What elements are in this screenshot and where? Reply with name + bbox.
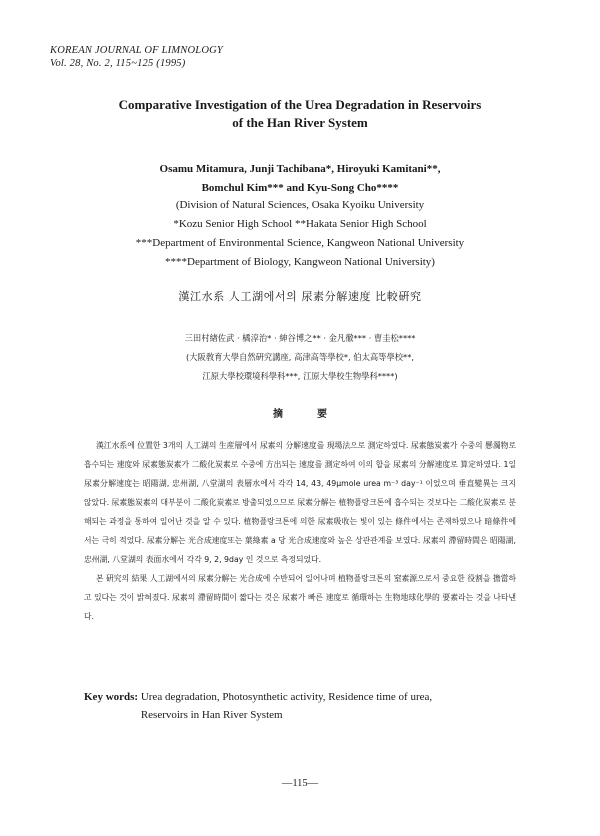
affiliation-list [40, 196, 560, 272]
author-line-2: Bomchul Kim*** and Kyu-Song Cho**** [201, 182, 399, 194]
keywords-line-2: Reservoirs in Han River System [140, 709, 283, 721]
paper-title-line-1: Comparative Investigation of the Urea Degradation in Reservoirs [118, 97, 482, 112]
abstract-paragraph-1: 漢江水系에 位置한 3개의 人工湖의 生産層에서 尿素의 分解速度를 現場法으로 測定하였다. 尿素態炭素가 수중의 懸濁物로 흡수되는 速度와 尿素態炭素가 二酸化炭素로 수중에 方出되는 速度를 測定하여 이의 합을 尿素의 分解速度로 算定하였다. 1일 尿素分解速度는 昭陽湖, 忠州湖, 八堂湖의 表層水에서 각각 14, 43, 49μmole urea m⁻³ day⁻¹ 이었으며 垂直變異는 크지 않았다. 尿素態炭素의 대부분이 二酸化炭素로 방출되었으므로 尿素分解는 植物플랑크톤에 흡수되는 것보다는 二酸化炭素로 분해되는 과정을 통하여 일어난 것을 알 수 있다. 植物플랑크톤에 의한 尿素吸收는 빛이 있는 條件에서는 존재하였으나 暗條件에서는 극히 적었다. 尿素分解는 光合成速度또는 葉綠素 a 당 光合成速度와 높은 상관관계를 보였다. 尿素의 滯留時間은 昭陽湖, 忠州湖, 八堂湖의 表面水에서 각각 9, 2, 9day 인 것으로 측정되었다. [84, 441, 517, 564]
korean-author-line-2: (大阪敎育大學自然硏究講座, 高津高等學校*, 伯太高等學校**, [186, 352, 414, 362]
journal-name: KOREAN JOURNAL OF LIMNOLOGY [50, 45, 223, 56]
korean-author-line-3: 江原大學校環境科學科***, 江原大學校生物學科****) [202, 371, 398, 381]
author-list [60, 160, 540, 198]
affiliation-line: (Division of Natural Sciences, Osaka Kyoiku University [175, 199, 425, 211]
abstract-paragraph-2: 본 硏究의 結果 人工湖에서의 尿素分解는 光合成에 수반되어 일어나며 植物플랑크톤의 窒素源으로서 중요한 役割을 擔當하고 있다는 것이 밝혀졌다. 尿素의 滯留時間이 짧다는 것은 尿素가 빠른 速度로 循環하는 生物地球化學的 要素라는 것을 나타낸다. [84, 574, 516, 621]
korean-author-list [40, 329, 560, 386]
paper-title-line-2: of the Han River System [232, 115, 368, 130]
author-line-1: Osamu Mitamura, Junji Tachibana*, Hiroyuki Kamitani**, [159, 163, 441, 175]
abstract-body [84, 436, 516, 626]
korean-title: 漢江水系 人工湖에서의 尿素分解速度 比較硏究 [178, 290, 422, 303]
journal-citation: Vol. 28, No. 2, 115~125 (1995) [50, 58, 186, 69]
page-number: —115— [281, 778, 319, 789]
keywords-label: Key words: [84, 691, 139, 703]
keywords-list [141, 688, 432, 724]
affiliation-line: ****Department of Biology, Kangweon National University) [165, 256, 435, 268]
abstract-heading: 摘要 [273, 409, 361, 420]
keywords-line-1: Urea degradation, Photosynthetic activity, Residence time of urea, [140, 691, 433, 703]
affiliation-line: ***Department of Environmental Science, Kangweon National University [135, 237, 465, 249]
korean-author-line-1: 三田村緖佐武 · 橘淳治* · 紳谷博之** · 金凡徹*** · 曺圭松**** [184, 333, 416, 343]
journal-header [50, 44, 223, 70]
paper-title [60, 96, 540, 132]
affiliation-line: *Kozu Senior High School **Hakata Senior High School [173, 218, 427, 230]
keywords-block [84, 688, 544, 724]
